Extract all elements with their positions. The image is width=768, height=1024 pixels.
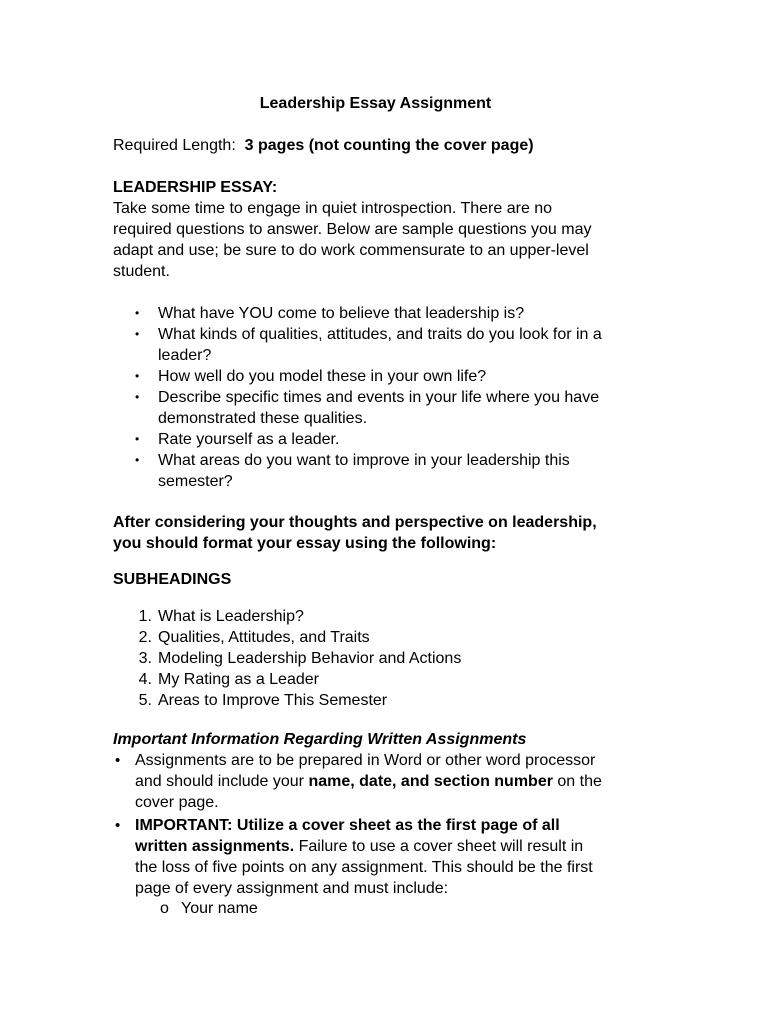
bullet-icon: • [135,306,140,320]
info-item-line [135,836,583,857]
subheading-item: My Rating as a Leader [158,671,319,688]
subheading-item: What is Leadership? [158,608,304,625]
info-item-line: Assignments are to be prepared in Word or other word processor [135,752,596,769]
info-item-line: the loss of five points on any assignment. This should be the first [135,859,593,876]
essay-heading: LEADERSHIP ESSAY: [113,179,278,196]
bullet-icon: • [135,453,140,467]
bullet-icon: • [135,327,140,341]
list-number: 4. [138,671,152,688]
important-info-heading: Important Information Regarding Written Assignments [113,731,527,748]
info-item-line [135,771,602,792]
subheadings-title: SUBHEADINGS [113,571,232,588]
format-instruction-line: After considering your thoughts and perspective on leadership, [113,514,597,531]
question-item-continued: demonstrated these qualities. [158,410,368,427]
info-text: Failure to use a cover sheet will result in [294,838,584,855]
subheading-item: Areas to Improve This Semester [158,692,388,709]
subheading-item: Modeling Leadership Behavior and Actions [158,650,462,667]
circle-bullet-icon: o [160,900,169,917]
sub-item: Your name [181,900,258,917]
list-number: 3. [138,650,152,667]
format-instruction-line: you should format your essay using the following: [113,535,497,552]
info-item-line: page of every assignment and must include: [135,880,449,897]
intro-line: adapt and use; be sure to do work commensurate to an upper-level [113,242,589,259]
bullet-icon: • [115,817,121,834]
question-item-continued: leader? [158,347,212,364]
question-item: How well do you model these in your own life? [158,368,487,385]
bullet-icon: • [135,369,140,383]
info-text: and should include your [135,773,309,790]
intro-line: required questions to answer. Below are sample questions you may [113,221,592,238]
bullet-icon: • [135,390,140,404]
info-text: on the [552,773,602,790]
info-item-line: IMPORTANT: Utilize a cover sheet as the first page of all [135,817,560,834]
question-item: What areas do you want to improve in your leadership this [158,452,570,469]
bullet-icon: • [135,432,140,446]
info-bold-text: written assignments. [135,838,295,855]
list-number: 1. [138,608,152,625]
list-number: 5. [138,692,152,709]
intro-line: student. [113,263,170,280]
document-title: Leadership Essay Assignment [259,95,492,112]
subheading-item: Qualities, Attitudes, and Traits [158,629,370,646]
required-length-value: 3 pages (not counting the cover page) [244,137,534,154]
list-number: 2. [138,629,152,646]
intro-line: Take some time to engage in quiet introspection. There are no [113,200,553,217]
required-length-line [113,135,534,156]
required-length-label: Required Length: [113,137,236,154]
info-item-line: cover page. [135,794,219,811]
bullet-icon: • [115,752,121,769]
question-item-continued: semester? [158,473,233,490]
question-item: What kinds of qualities, attitudes, and traits do you look for in a [158,326,602,343]
question-item: Rate yourself as a leader. [158,431,340,448]
question-item: What have YOU come to believe that leadership is? [158,305,525,322]
question-item: Describe specific times and events in your life where you have [158,389,600,406]
info-bold-text: name, date, and section number [308,773,553,790]
